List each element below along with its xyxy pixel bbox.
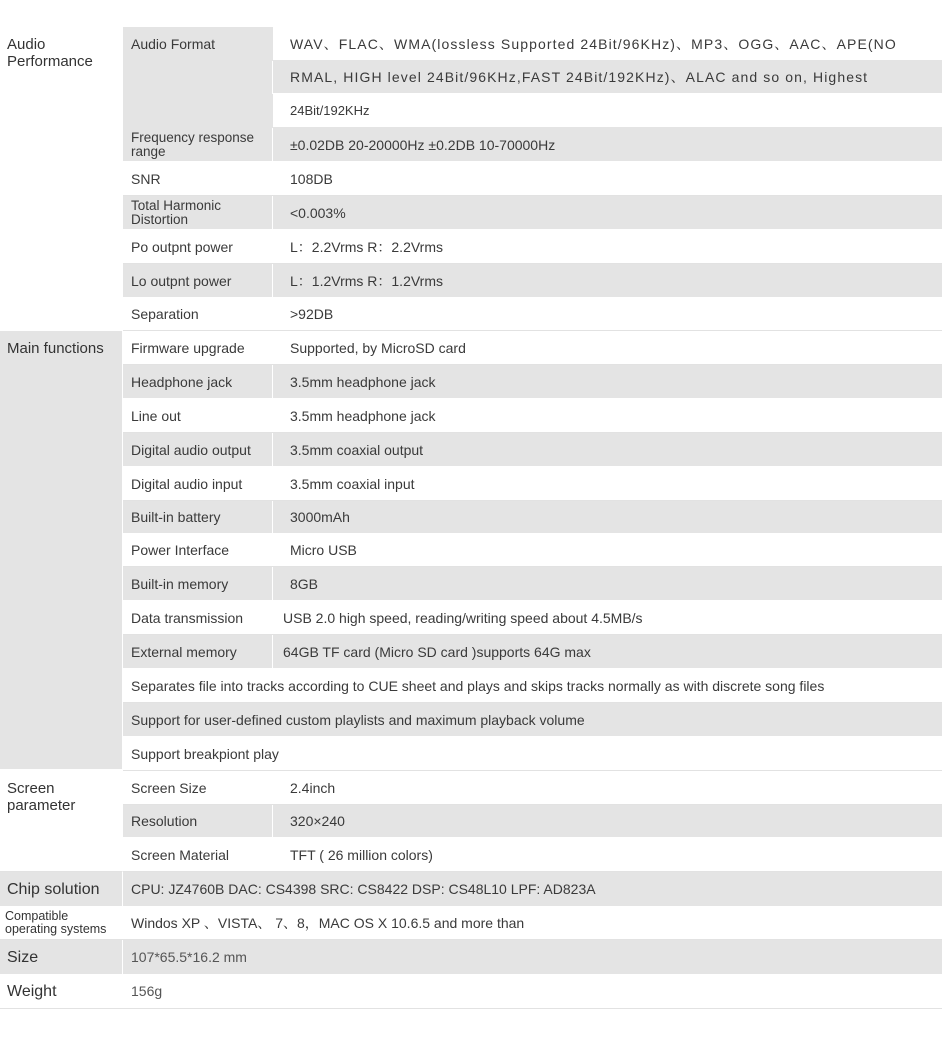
compatible-os-heading: Compatible operating systems xyxy=(0,906,123,939)
spec-row xyxy=(123,501,942,534)
chip-solution-row xyxy=(0,872,942,906)
spec-label: Built-in battery xyxy=(131,509,221,525)
spec-value: >92DB xyxy=(272,298,942,330)
feature-note-text: Support breakpiont play xyxy=(131,745,279,762)
spec-row xyxy=(123,805,942,838)
spec-value: 2.4inch xyxy=(272,771,942,804)
feature-note-text: Support for user-defined custom playlists and maximum playback volume xyxy=(131,711,585,728)
size-value: 107*65.5*16.2 mm xyxy=(131,949,247,965)
spec-row xyxy=(123,331,942,365)
spec-row-snr xyxy=(123,162,942,196)
spec-row xyxy=(123,534,942,567)
spec-row xyxy=(123,601,942,635)
spec-row xyxy=(123,467,942,501)
spec-row-lo-power xyxy=(123,264,942,298)
spec-value: <0.003% xyxy=(272,196,942,229)
spec-label: Digital audio input xyxy=(131,475,243,492)
audio-format-label: Audio Format xyxy=(123,27,272,128)
spec-label: Total Harmonic Distortion xyxy=(131,197,222,227)
size-heading: Size xyxy=(0,940,123,974)
weight-heading: Weight xyxy=(0,974,123,1008)
screen-parameter-heading: Screen parameter xyxy=(0,771,123,872)
spec-row xyxy=(123,365,942,399)
spec-row-thd xyxy=(123,196,942,230)
weight-value: 156g xyxy=(131,983,163,999)
audio-format-value xyxy=(272,27,942,128)
spec-value: 320×240 xyxy=(272,805,942,837)
feature-note xyxy=(123,669,942,703)
spec-value: USB 2.0 high speed, reading/writing speed about 4.5MB/s xyxy=(272,601,942,634)
audio-format-line-1: WAV、FLAC、WMA(lossless Supported 24Bit/96KHz)、MP3、OGG、AAC、APE(NO xyxy=(272,27,942,61)
spec-row xyxy=(123,433,942,467)
spec-row-frequency xyxy=(123,128,942,162)
spec-value: 3.5mm coaxial output xyxy=(272,433,942,466)
weight-row xyxy=(0,974,942,1009)
main-functions-heading: Main functions xyxy=(0,331,123,769)
spec-row xyxy=(123,567,942,601)
spec-label: Po outpnt power xyxy=(131,238,233,255)
audio-format-line-2: RMAL, HIGH level 24Bit/96KHz,FAST 24Bit/192KHz)、ALAC and so on, Highest xyxy=(272,61,942,94)
size-row xyxy=(0,940,942,974)
spec-label: Firmware upgrade xyxy=(131,339,245,356)
audio-performance-heading: Audio Performance xyxy=(0,27,123,331)
spec-value: L：2.2Vrms R：2.2Vrms xyxy=(272,230,942,263)
spec-row xyxy=(123,771,942,805)
spec-value: Supported, by MicroSD card xyxy=(272,331,942,364)
spec-value: 8GB xyxy=(272,567,942,600)
audio-performance-section xyxy=(0,27,942,331)
chip-solution-heading: Chip solution xyxy=(0,872,123,906)
spec-value: TFT ( 26 million colors) xyxy=(272,838,942,871)
chip-solution-value: CPU: JZ4760B DAC: CS4398 SRC: CS8422 DSP: CS48L10 LPF: AD823A xyxy=(131,881,596,897)
spec-row xyxy=(123,635,942,669)
spec-value: 108DB xyxy=(272,162,942,195)
spec-label: SNR xyxy=(131,170,161,187)
spec-label: Line out xyxy=(131,407,181,424)
spec-label: Digital audio output xyxy=(131,441,251,458)
spec-value: 3000mAh xyxy=(272,501,942,533)
compatible-os-row xyxy=(0,906,942,940)
spec-value: 3.5mm headphone jack xyxy=(272,365,942,398)
spec-label: Built-in memory xyxy=(131,575,229,592)
feature-note xyxy=(123,703,942,737)
feature-note-text: Separates file into tracks according to CUE sheet and plays and skips tracks normally as with discrete song files xyxy=(131,677,825,694)
spec-value: 3.5mm coaxial input xyxy=(272,467,942,500)
spec-row xyxy=(123,399,942,433)
spec-label: Separation xyxy=(131,306,199,322)
screen-parameter-section xyxy=(0,771,942,872)
main-functions-section xyxy=(0,331,942,771)
spec-value: 3.5mm headphone jack xyxy=(272,399,942,432)
spec-row-po-power xyxy=(123,230,942,264)
spec-label: Data transmission xyxy=(131,609,244,626)
spec-label: Lo outpnt power xyxy=(131,272,232,289)
feature-note xyxy=(123,737,942,771)
spec-value: Micro USB xyxy=(272,534,942,566)
spec-row xyxy=(123,838,942,872)
spec-label: Frequency response range xyxy=(131,129,255,159)
spec-label: External memory xyxy=(131,643,237,660)
spec-row-separation xyxy=(123,298,942,331)
spec-label: Screen Size xyxy=(131,779,207,796)
spec-table xyxy=(0,27,942,1009)
spec-value: L：1.2Vrms R：1.2Vrms xyxy=(272,264,942,297)
audio-format-line-3: 24Bit/192KHz xyxy=(272,94,942,128)
spec-label: Screen Material xyxy=(131,846,230,863)
spec-value: 64GB TF card (Micro SD card )supports 64G max xyxy=(272,635,942,668)
spec-value: ±0.02DB 20-20000Hz ±0.2DB 10-70000Hz xyxy=(272,128,942,161)
spec-label: Headphone jack xyxy=(131,373,233,390)
spec-label: Resolution xyxy=(131,813,198,829)
compatible-os-value: Windos XP 、VISTA、 7、8，MAC OS X 10.6.5 and more than xyxy=(131,914,525,931)
spec-label: Power Interface xyxy=(131,542,230,558)
